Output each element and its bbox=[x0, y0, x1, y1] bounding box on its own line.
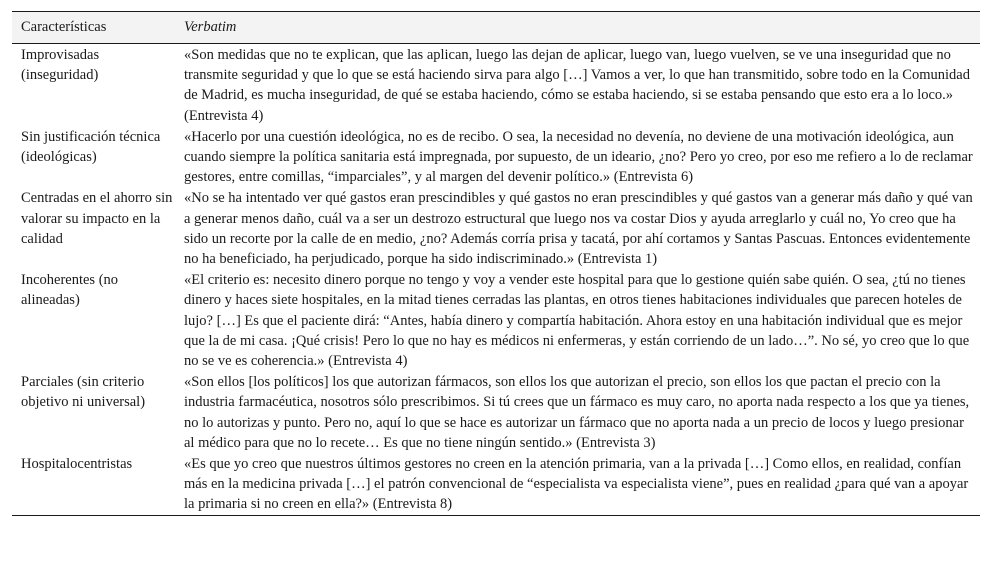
row-quote: «Es que yo creo que nuestros últimos gestores no creen en la atención primaria, van a la privada […] Como ellos, en realidad, confían más en la medicina privada […] el patrón convencional de “especialista va especialista viene”, pues en realidad ¿para qué van a apoyar la primaria si no creen en ella?» (Entrevista 8) bbox=[184, 456, 969, 513]
row-quote: «No se ha intentado ver qué gastos eran prescindibles y qué gastos no eran prescindibles y qué gastos van a generar más daño y qué van a generar menos daño, cuál va a ser un destrozo estructural que luego nos va costar Dios y ayuda arreglarlo y cuál no, Yo creo que ha sido un recorte por la calle de en medio, ¿no? Además corría prisa y tacatá, por ahí cortamos y Santas Pascuas. Entonces evidentemente no ha beneficiado, ha perjudicado, porque ha sido indiscriminado.» (Entrevista 1) bbox=[184, 190, 973, 268]
table-row bbox=[12, 453, 980, 515]
header-verbatim: Verbatim bbox=[184, 19, 237, 35]
table-row bbox=[12, 44, 980, 126]
table-header bbox=[12, 12, 980, 44]
header-characteristics: Características bbox=[21, 19, 107, 35]
row-characteristic: Centradas en el ahorro sin valorar su impacto en la calidad bbox=[21, 190, 173, 247]
row-characteristic: Incoherentes (no alineadas) bbox=[21, 272, 119, 309]
table-row bbox=[12, 371, 980, 453]
row-characteristic: Parciales (sin criterio objetivo ni universal) bbox=[21, 374, 146, 411]
table-body bbox=[12, 44, 980, 516]
verbatim-table bbox=[12, 11, 980, 516]
verbatim-table-container bbox=[12, 11, 980, 516]
header-row bbox=[12, 12, 980, 44]
row-quote: «Son ellos [los políticos] los que autorizan fármacos, son ellos los que autorizan el precio, son ellos los que pactan el precio con la industria farmacéutica, nosotros sólo prescribimos. Si tú crees que un fármaco es muy caro, no aporta nada respecto a los que ya tienes, no lo autorizas y punto. Pero no, aquí lo que se hace es autorizar un fármaco que no aporta nada a un precio de locos y luego presionar al médico para que no lo recete… Es que no tiene ningún sentido.» (Entrevista 3) bbox=[184, 374, 970, 451]
row-quote: «Son medidas que no te explican, que las aplican, luego las dejan de aplicar, luego van, luego vuelven, se ve una inseguridad que no transmite seguridad y que lo que se está haciendo sirva para algo […] Vamos a ver, lo que han transmitido, sobre todo en la Comunidad de Madrid, es mucha inseguridad, de qué se estaba haciendo, cómo se estaba haciendo, si se estaba pensando que esto era a lo loco.» (Entrevista 4) bbox=[184, 47, 970, 124]
table-row bbox=[12, 187, 980, 269]
table-row bbox=[12, 126, 980, 188]
row-quote: «Hacerlo por una cuestión ideológica, no es de recibo. O sea, la necesidad no devenía, no deviene de una motivación ideológica, aun cuando siempre la política sanitaria está impregnada, por supuesto, de un ideario, ¿no? Pero yo creo, por eso me refiero a lo de reclamar gestores, entre comillas, “imparciales”, y al margen del devenir político.» (Entrevista 6) bbox=[184, 128, 973, 186]
row-characteristic: Hospitalocentristas bbox=[21, 456, 133, 473]
row-characteristic: Improvisadas (inseguridad) bbox=[21, 47, 100, 84]
row-quote: «El criterio es: necesito dinero porque no tengo y voy a vender este hospital para que lo gestione quién sabe quién. O sea, ¿tú no tienes dinero y haces siete hospitales, en la mitad tienes cerradas las plantas, en otros tienes habitaciones individuales que parecen hoteles de lujo? […] Es que el paciente dirá: “Antes, había dinero y compartía habitación. Ahora estoy en una habitación individual que es mejor que la de mi casa. ¡Qué crisis! Pero lo que no hay es médicos ni enfermeras, y están corriendo de un lado…”. No sé, yo creo que lo que no se ve es coherencia.» (Entrevista 4) bbox=[184, 272, 970, 370]
table-row bbox=[12, 269, 980, 371]
row-characteristic: Sin justificación técnica (ideológicas) bbox=[21, 128, 161, 166]
